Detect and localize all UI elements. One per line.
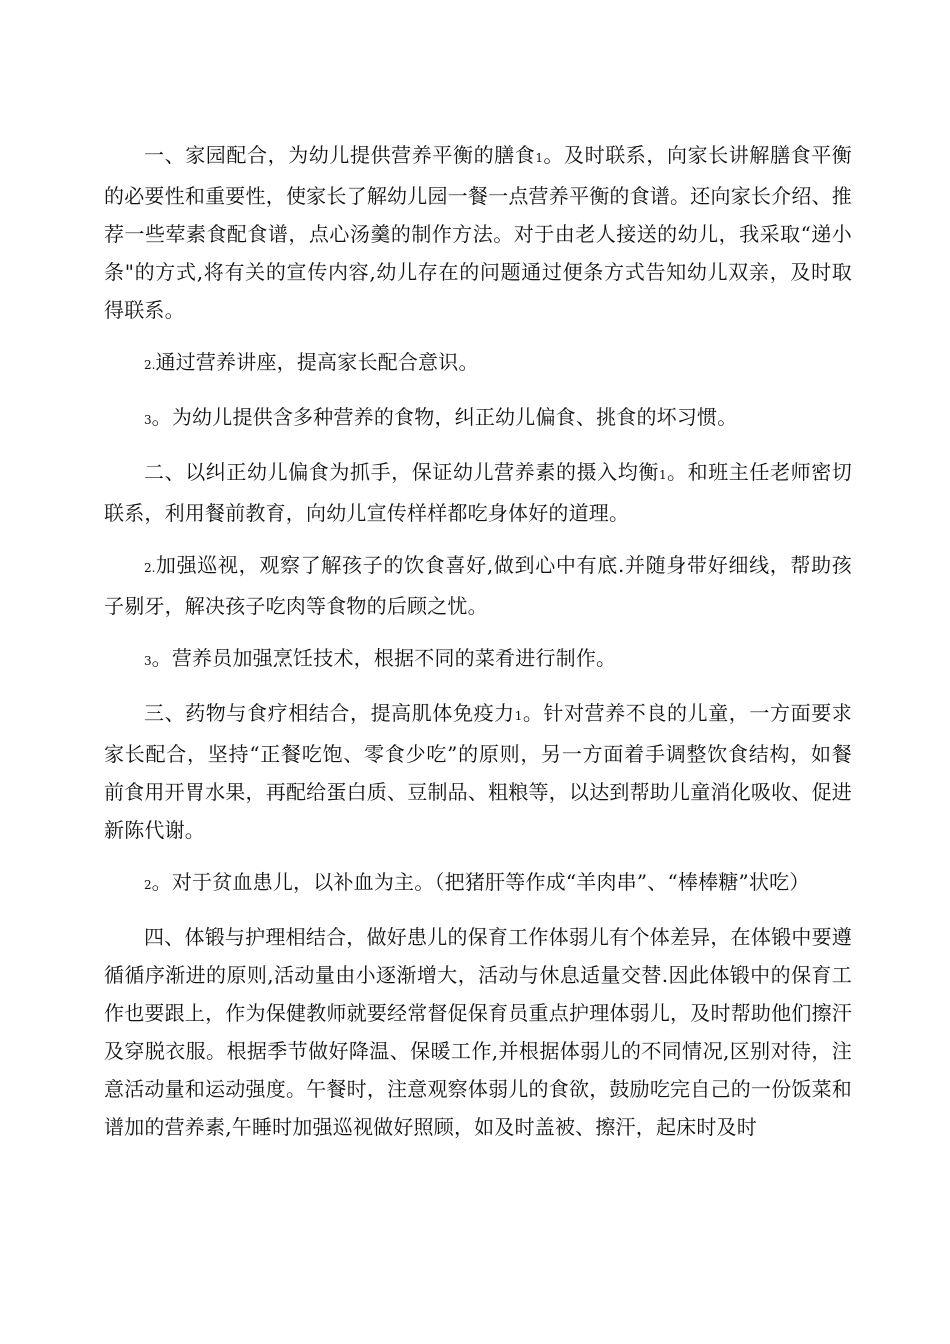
- document-body: [104, 136, 852, 1160]
- paragraph-p7: [104, 694, 852, 849]
- list-number: 1: [658, 468, 667, 482]
- paragraph-p1: [104, 136, 852, 329]
- list-number: 2: [144, 878, 152, 892]
- paragraph-text: 。营养员加强烹饪技术，根据不同的菜肴进行制作。: [151, 646, 617, 670]
- list-number: 3: [144, 413, 152, 427]
- paragraph-p2: [104, 343, 852, 384]
- paragraph-text: 加强巡视，观察了解孩子的饮食喜好,做到心中有底.并随身带好细线，帮助孩子剔牙，解决孩子吃肉等食物的后顾之忧。: [104, 553, 852, 618]
- paragraph-text: 。及时联系，向家长讲解膳食平衡的必要性和重要性，使家长了解幼儿园一餐一点营养平衡的食谱。还向家长介绍、推荐一些荤素食配食谱，点心汤羹的制作方法。对于由老人接送的幼儿，我采取“递小条"的方式,将有关的宣传内容,幼儿存在的问题通过便条方式告知幼儿双亲，及时取得联系。: [104, 143, 852, 322]
- paragraph-text: 。和班主任老师密切联系，利用餐前教育，向幼儿宣传样样都吃身体好的道理。: [104, 460, 852, 525]
- list-number: 1: [535, 151, 544, 165]
- paragraph-text: 通过营养讲座，提高家长配合意识。: [155, 350, 479, 374]
- paragraph-text: 。为幼儿提供含多种营养的食物，纠正幼儿偏食、挑食的坏习惯。: [151, 405, 738, 429]
- paragraph-p8: [104, 863, 852, 904]
- paragraph-p5: [104, 546, 852, 625]
- paragraph-text: 。针对营养不良的儿童，一方面要求家长配合，坚持“正餐吃饱、零食少吃”的原则，另一方面着手调整饮食结构，如餐前食用开胃水果，再配给蛋白质、豆制品、粗粮等，以达到帮助儿童消化吸收、促进新陈代谢。: [104, 701, 852, 842]
- paragraph-p6: [104, 639, 852, 680]
- paragraph-text: 。对于贫血患儿，以补血为主。（把猪肝等作成“羊肉串”、“棒棒糖”状吃）: [151, 870, 810, 894]
- paragraph-text: 四、体锻与护理相结合，做好患儿的保育工作体弱儿有个体差异，在体锻中要遵循循序渐进的原则,活动量由小逐渐增大，活动与休息适量交替.因此体锻中的保育工作也要跟上，作为保健教师就要经常督促保育员重点护理体弱儿，及时帮助他们擦汗及穿脱衣服。根据季节做好降温、保暖工作,并根据体弱儿的不同情况,区别对待，注意活动量和运动强度。午餐时，注意观察体弱儿的食欲，鼓励吃完自己的一份饭菜和谱加的营养素,午睡时加强巡视做好照顾，如及时盖被、擦汗，起床时及时: [104, 925, 852, 1139]
- list-number: 2.: [144, 561, 156, 575]
- paragraph-text: 一、家园配合，为幼儿提供营养平衡的膳食: [144, 143, 536, 167]
- paragraph-p4: [104, 453, 852, 532]
- paragraph-p3: [104, 398, 852, 439]
- paragraph-p9: [104, 918, 852, 1146]
- list-number: 2.: [144, 358, 156, 372]
- list-number: 1: [514, 709, 523, 723]
- paragraph-text: 二、以纠正幼儿偏食为抓手，保证幼儿营养素的摄入均衡: [144, 460, 659, 484]
- paragraph-text: 三、药物与食疗相结合，提高肌体免疫力: [144, 701, 515, 725]
- list-number: 3: [144, 654, 152, 668]
